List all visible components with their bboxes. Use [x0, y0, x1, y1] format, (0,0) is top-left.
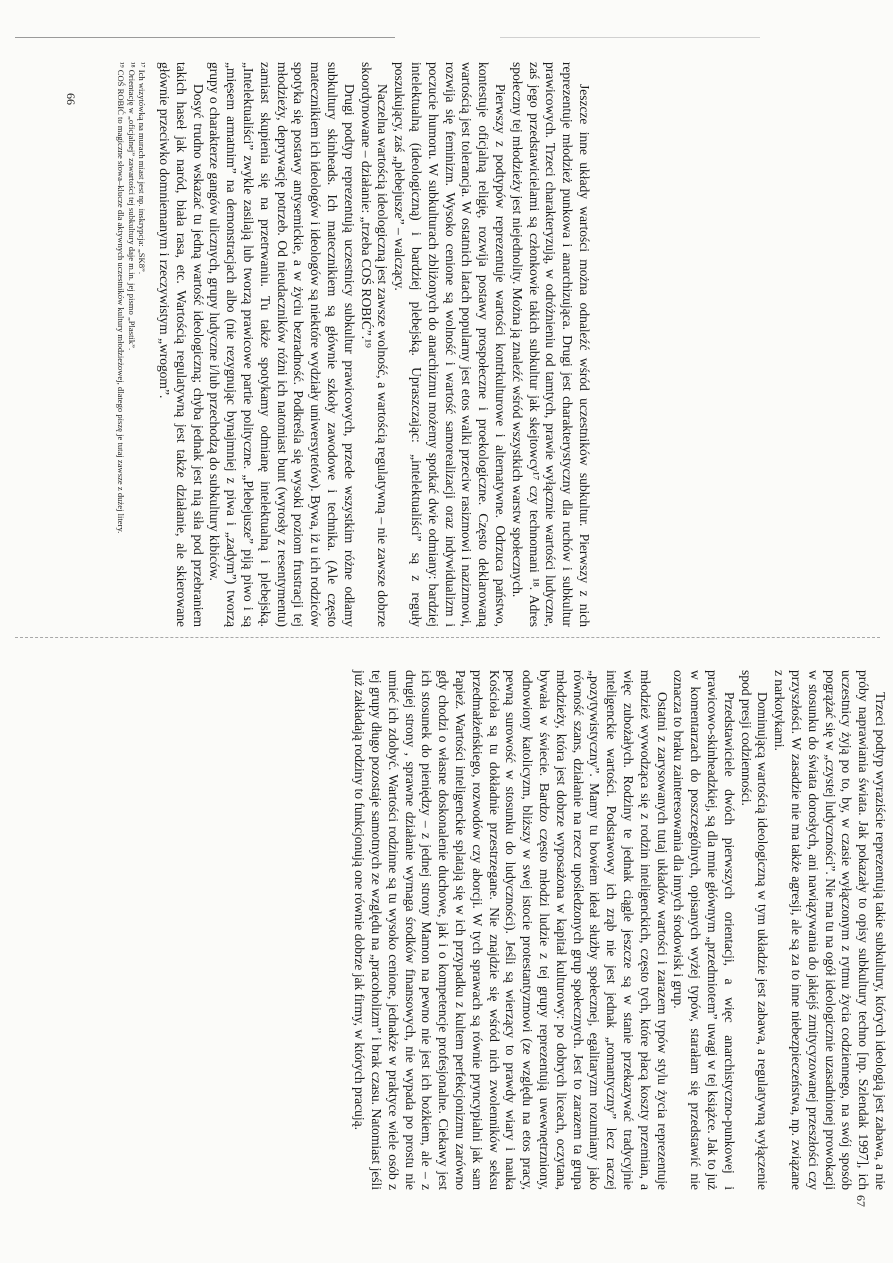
page-number: 66: [64, 93, 78, 105]
top-margin-line-faint: [500, 37, 760, 38]
footnote: ¹⁷ Ich wizytówką na murach miast jest np. inskrypcja: „SK8”.: [137, 62, 148, 275]
footnote: ¹⁸ Orientację w „oficjalnej” zawartości tej subkultury daje m.in. jej pismo „Plastik”.: [126, 62, 137, 351]
paragraph: Naczelna wartością ideologiczną jest zawsze wolność, a wartością regulatywną – nie zawsze dobrze skoordynowane – działanie: „trzeba COŚ ROBIĆ”.¹⁹: [358, 62, 391, 627]
footnote: ¹⁹ COŚ ROBIĆ to magiczne słowa–klucze dla aktywnych uczestników kultury młodzieżowej, dlatego piszę je tutaj zawsze z dużej litery.: [116, 62, 127, 534]
paragraph: Trzeci podtyp wyraziście reprezentują takie subkultury, których ideologią jest zabawa, a nie próby naprawiania świata. Jak pokazały to opisy subkultury techno [np. Szlendak 1997], ich uczestnicy żyją po to, by, w czasie wyłączonym z rytmu życia codziennego, na swój sposób pogrążać się w „czystej ludyczności”. Nie ma tu na ogół ideologicznie uzasadnionej prowokacji w stosunku do świata dorosłych, ani nawiązywania do jakiejś zmitycyzowanej przeszłości czy przyszłości. W zasadzie nie ma także agresji, ale są za to inne niebezpieczeństwa, np. związane z narkotykami.: [772, 670, 888, 1190]
paragraph: Pierwszy z podtypów reprezentuje wartości kontrkulturowe i alternatywne. Odrzuca państwo, kontestuje oficjalną religię, rozwija postawy prospołeczne i proekologiczne. Często deklarowaną wartością jest tolerancja. W ostatnich latach popularny jest etos walki przeciw rasizmowi i nazizmowi, rozwija się feminizm. Wysoko cenione są wolność i wartość samorealizacji oraz indywidualizm i poczucie humoru. W subkulturach zbliżonych do anarchizmu możemy spotkać dwie odmiany: bardziej intelektualną (ideologiczną) i bardziej plebejską. Upraszczając: „intelektualiści” są z reguły poszukujący, zaś „plebejusze” – walczący.: [392, 62, 509, 627]
middle-fold-line: [15, 637, 880, 638]
top-margin-line: [15, 37, 395, 38]
paragraph: Przedstawiciele dwóch pierwszych orientacji, a więc anarchistyczno-punkowej i prawicowo-skinheadzkiej, są dla mnie głównym „przedmiotem” uwagi w tej książce. Jak to już w komentarzach do poszczególnych, opisanych wyżej typów, starałam się przedstawić nie oznacza to braku zainteresowania dla innych środowisk i grup.: [671, 670, 737, 1190]
paragraph: Drugi podtyp reprezentują uczestnicy subkultur prawicowych, przede wszystkim różne odłamy subkultury skinheads. Ich matecznikiem są głównie szkoły zawodowe i technika. (Ale często matecznikiem ich ideologów i ideologów są niektóre wydziały uniwersytetów). Bywa, iż u ich rodziców spotyka się postawy antysemickie, a w życiu bezradność. Podkreśla się wysoki poziom frustracji tej młodzieży, deprywację potrzeb. Od nieudaczników różni ich natomiast bunt (wyrosły z resentymentu) zamiast skupienia się na przetrwaniu. Tu także spotykamy odmianę intelektualną i plebejską. „Intelektualiści” zwykle zasilają lub tworzą prawicowe partie polityczne. „Plebejusze” piją piwo i są „mięsem armatnim” na demonstracjach albo (nie rezygnując bynajmniej z piwa i „zadym”) tworzą grupy o charakterze gangów ulicznych, grupy ludyczne i/lub przechodzą do subkultury kibiców.: [207, 62, 357, 627]
paragraph: Dosyć trudno wskazać tu jedną wartość ideologiczną; chyba jednak jest nią siła pod przebraniem takich haseł jak naród, biała rasa, etc. Wartością regulatywną jest także działanie, ale skierowane głównie przeciwko domniemanym i rzeczywistym „wrogom”.: [157, 62, 206, 627]
paragraph: Jeszcze inne układy wartości można odnaleźć wśród uczestników subkultur. Pierwszy z nich reprezentuje młodzież punkowa i anarchizująca. Drugi jest charakterystyczny dla ruchów i subkultur prawicowych. Trzeci charakteryzują, w odróżnieniu od tamtych, prawie wyłącznie wartości ludyczne, zaś jego przedstawicielami są członkowie takich subkultur jak skejtowcy¹⁷ czy technomani ¹⁸. Adres społeczny tej młodzieży jest niejednolity. Można ją znaleźć wśród wszystkich warstw społecznych.: [509, 62, 592, 627]
footnotes: [116, 62, 148, 627]
paragraph: Dominującą wartością ideologiczną w tym układzie jest zabawa, a regulatywną wyłączenie spod presji codzienności.: [738, 670, 771, 1190]
paragraph: Ostatni z zarysowanych tutaj układów wartości i zarazem typów stylu życia reprezentuje młodzież wywodząca się z rodzin inteligenckich, często tych, które płacą koszty przemian, a więc zubożałych. Rodziny te jednak ciągle jeszcze są w stanie przekazywać tradycyjnie inteligenckie wartości. Podstawowy ich zrąb nie jest jednak „romantyczny” lecz raczej „pozytywistyczny”. Mamy tu bowiem ideał służby społecznej, egalitaryzm rozumiany jako równość szans, działanie na rzecz upośledzonych grup społecznych. Jest to zarazem ta grupa młodzieży, która jest dobrze wyposażona w kapitał kulturowy: po dobrych liceach, oczytana, bywała w świecie. Bardzo często młodzi ludzie z tej grupy reprezentują uwewnętrzniony, odnowiony katolicyzm, bliższy w swej istocie protestantyzmowi (ze względu na etos pracy, pewną surowość w stosunku do ludyczności). Jeśli są wierzący to prawdy wiary i nauka Kościoła są tu dokładnie przestrzegane. Nie znajdzie się wśród nich zwolenników seksu przedmałżeńskiego, rozwodów czy aborcji. W tych sprawach są równie pryncypialni jak sam Papież. Wartości inteligenckie splatają się w ich przypadku z kultem perfekcjonizmu zarówno gdy chodzi o własne doskonalenie duchowe, jak i o kompetencje profesjonalne. Ciekawy jest ich stosunek do pieniędzy – z jednej strony Mamon na pewno nie jest ich bożkiem, ale – z drugiej strony , sprawne działanie wymaga środków finansowych, nie wypada po prostu nie umieć ich zdobyć. Wartości rodzinne są tu wysoko cenione, jednakże w praktyce wiele osób z tej grupy długo pozostaje samotnych ze względu na „pracoholizm” i brak czasu. Natomiast jeśli już zakładają rodziny to funkcjonują one równie dobrze jak firmy, w których pracują.: [352, 670, 670, 1190]
page-number: 67: [854, 1195, 868, 1207]
